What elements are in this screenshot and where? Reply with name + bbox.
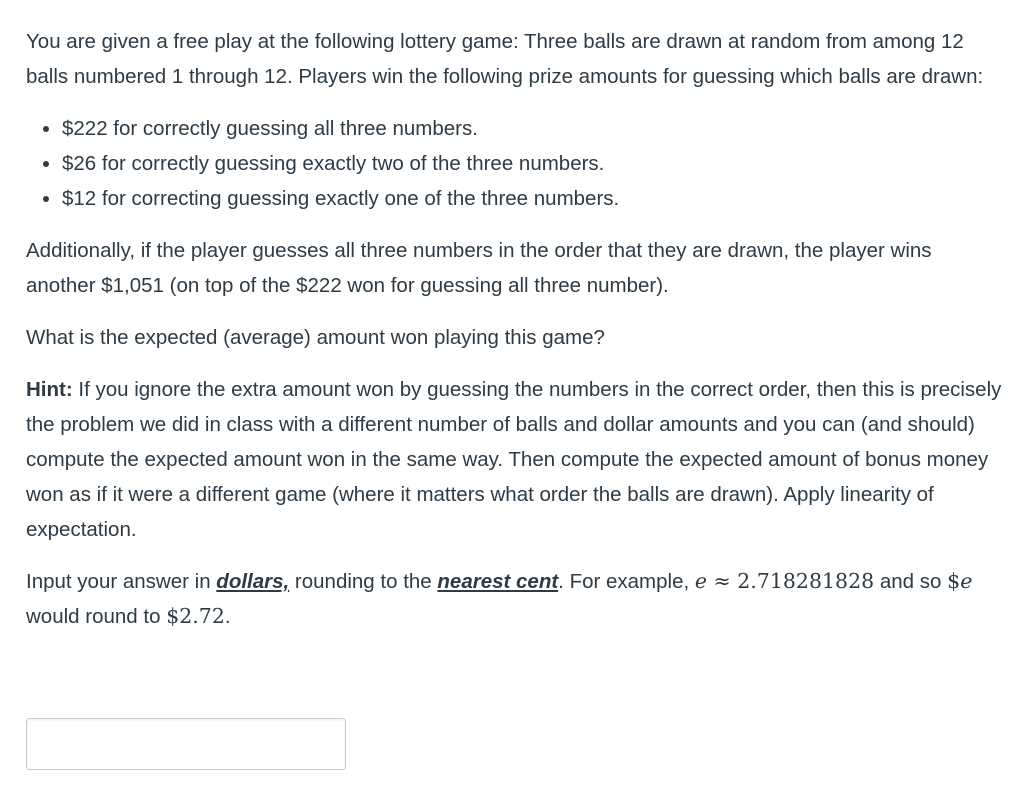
prize-item-one: • $12 for correcting guessing exactly one of the three numbers. — [62, 181, 1006, 216]
instruction-part4: and so — [874, 570, 948, 593]
instruction-part2: rounding to the — [289, 570, 438, 593]
nearest-cent-emphasis: nearest cent — [437, 570, 559, 593]
prize-list — [26, 111, 1006, 216]
hint-label: Hint: — [26, 378, 73, 401]
answer-input[interactable] — [26, 718, 346, 770]
instruction-part1: Input your answer in — [26, 570, 217, 593]
math-rounded-value: $2.72 — [166, 604, 225, 628]
prize-item-two: • $26 for correctly guessing exactly two of the three numbers. — [62, 146, 1006, 181]
hint-text: If you ignore the extra amount won by guessing the numbers in the correct order, then this is precisely the problem we did in class with a different number of balls and dollar amounts and you can (and should) compute the expected amount won in the same way. Then compute the expected amount of bonus money won as if it were a different game (where it matters what order the balls are drawn). Apply linearity of expectation. — [26, 378, 1002, 541]
math-dollar-sign: $ — [947, 569, 961, 593]
question-bonus: Additionally, if the player guesses all three numbers in the order that they are drawn, the player wins another $1,051 (on top of the $222 won for guessing all three number). — [26, 239, 932, 297]
question-ask: What is the expected (average) amount won playing this game? — [26, 326, 605, 349]
instruction-end: . — [224, 605, 231, 628]
question-text — [26, 24, 1006, 651]
instruction-part3: . For example, — [558, 570, 695, 593]
hint-paragraph — [26, 372, 1006, 547]
math-approx-value: ≈ 2.718281828 — [707, 569, 875, 593]
answer-instruction — [26, 564, 1006, 634]
question-intro: You are given a free play at the following lottery game: Three balls are drawn at random from among 12 balls numbered 1 through 12. Players win the following prize amounts for guessing which balls are drawn: — [26, 30, 984, 88]
dollars-emphasis: dollars, — [216, 570, 290, 593]
prize-item-all-three: • $222 for correctly guessing all three numbers. — [62, 111, 1006, 146]
math-dollar-e: e — [960, 569, 973, 593]
instruction-part5: would round to — [26, 605, 167, 628]
math-e: e — [694, 569, 708, 593]
